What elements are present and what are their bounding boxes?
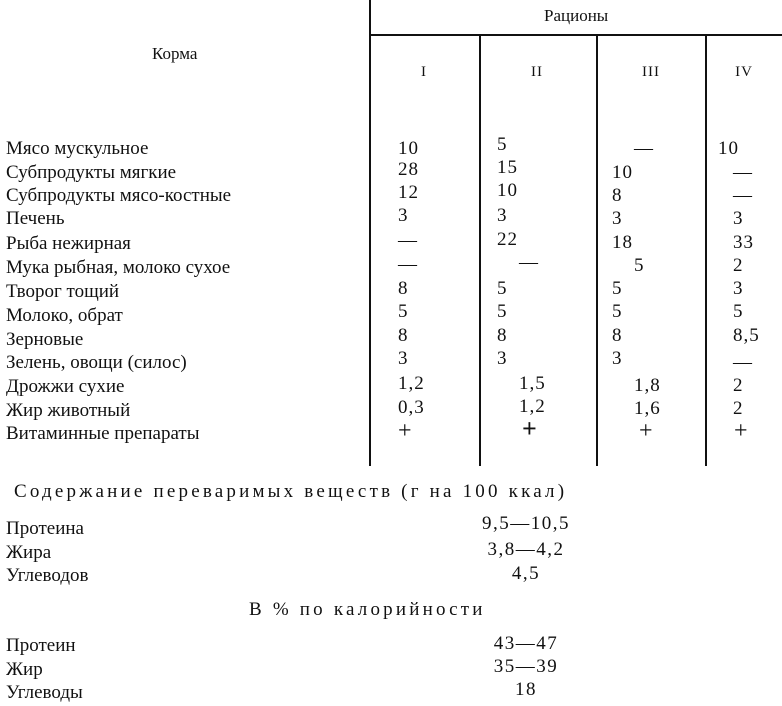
cell: 10 [398,138,419,159]
cell: 5 [497,134,508,155]
digestible-section-title: Содержание переваримых веществ (г на 100 ккал) [14,481,568,502]
cell: 1,5 [519,373,546,394]
cell: 5 [497,301,508,322]
row-label: Субпродукты мягкие [6,162,177,183]
row-label: Дрожжи сухие [6,376,125,397]
cell: 5 [612,301,623,322]
cell: 0,3 [398,397,425,418]
cell: — [733,185,753,206]
row-label: Зерновые [6,329,84,350]
row-label: Мука рыбная, молоко сухое [6,257,231,278]
row-label: Творог тощий [6,281,120,302]
cell: — [519,252,539,273]
cell: 2 [733,255,744,276]
cell: — [733,162,753,183]
cell: 3 [612,348,623,369]
nutrient-value: 35—39 [493,656,559,677]
feed-header: Корма [152,44,198,63]
cell: 5 [612,278,623,299]
row-label: Рыба нежирная [6,233,131,254]
cell: 1,6 [634,398,661,419]
column-header-2: II [531,64,543,80]
cell: 3 [733,278,744,299]
nutrient-value: 4,5 [511,563,541,584]
cell: 1,2 [398,373,425,394]
column-divider-3 [705,34,707,466]
nutrient-value: 43—47 [493,633,559,654]
cell: 8 [497,325,508,346]
cell: 28 [398,159,419,180]
cell: — [398,254,418,275]
cell: 10 [718,138,739,159]
nutrient-label: Протеина [6,518,84,539]
cell: 10 [612,162,633,183]
cell: 8,5 [733,325,760,346]
cell: 15 [497,157,518,178]
cell: 10 [497,180,518,201]
cell: + [639,418,654,444]
row-label: Субпродукты мясо-костные [6,185,232,206]
cell: 1,8 [634,375,661,396]
nutrient-label: Жира [6,542,52,563]
cell: 8 [398,325,409,346]
column-header-3: III [642,64,660,80]
cell: 8 [398,278,409,299]
cell: 3 [733,208,744,229]
cell: 8 [612,325,623,346]
cell: 2 [733,375,744,396]
cell: 5 [398,301,409,322]
cell: 5 [497,278,508,299]
cell: 33 [733,232,754,253]
cell: + [734,418,749,444]
calorie-section-title: В % по калорийности [249,599,486,620]
cell: + [522,414,538,443]
row-label: Жир животный [6,400,131,421]
nutrient-value: 9,5—10,5 [482,513,570,534]
cell: 5 [634,255,645,276]
row-label: Мясо мускульное [6,138,149,159]
rations-header: Рационы [544,6,609,25]
nutrient-label: Жир [6,659,43,680]
cell: — [634,138,654,159]
nutrient-value: 18 [515,679,537,700]
cell: 3 [612,208,623,229]
nutrient-value: 3,8—4,2 [487,539,565,560]
cell: 8 [612,185,623,206]
cell: 2 [733,398,744,419]
rations-header-underline [369,34,782,36]
row-label: Печень [6,208,65,229]
nutrient-label: Углеводов [6,565,89,586]
cell: — [733,352,753,373]
column-header-1: I [421,64,427,80]
nutrient-label: Протеин [6,635,76,656]
cell: 3 [398,205,409,226]
cell: 3 [497,348,508,369]
cell: 1,2 [519,396,546,417]
nutrient-label: Углеводы [6,682,83,703]
cell: — [398,230,418,251]
cell: 22 [497,229,518,250]
row-label: Витаминные препараты [6,423,200,444]
column-divider-2 [596,34,598,466]
cell: 3 [497,205,508,226]
row-label: Зелень, овощи (силос) [6,352,187,373]
cell: + [398,418,413,444]
cell: 18 [612,232,633,253]
row-label: Молоко, обрат [6,305,123,326]
cell: 12 [398,182,419,203]
column-divider-1 [479,34,481,466]
cell: 5 [733,301,744,322]
column-header-4: IV [735,64,753,80]
cell: 3 [398,348,409,369]
table-divider-feed [369,0,371,466]
